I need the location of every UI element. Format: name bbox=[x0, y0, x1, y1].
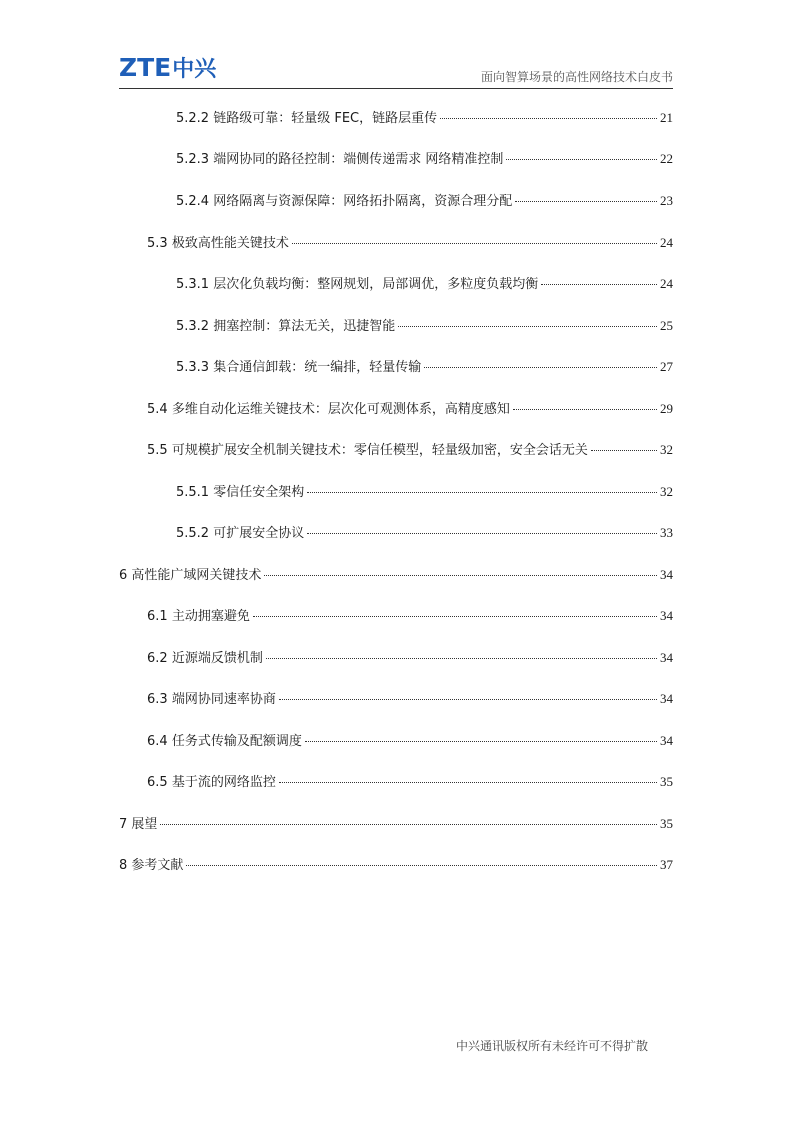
toc-entry-title: 主动拥塞避免 bbox=[171, 609, 250, 624]
toc-dot-leader bbox=[515, 201, 657, 202]
toc-entry-page: 27 bbox=[660, 359, 673, 374]
toc-entry-page: 22 bbox=[660, 151, 673, 166]
toc-entry-7[interactable] bbox=[119, 814, 673, 834]
toc-entry-6[interactable] bbox=[119, 565, 673, 585]
toc-entry-number: 5.3.3 bbox=[176, 360, 214, 375]
toc-entry-title: 基于流的网络监控 bbox=[171, 775, 276, 790]
toc-entry-number: 5.5 bbox=[147, 443, 172, 458]
toc-entry-title: 多维自动化运维关键技术：层次化可观测体系，高精度感知 bbox=[171, 402, 510, 417]
toc-entry-number: 5.5.2 bbox=[176, 526, 214, 541]
toc-entry-page: 32 bbox=[660, 484, 673, 499]
toc-entry-5-3-1[interactable] bbox=[176, 274, 673, 294]
toc-dot-leader bbox=[264, 575, 657, 576]
toc-entry-page: 33 bbox=[660, 525, 673, 540]
toc-entry-page: 23 bbox=[660, 193, 673, 208]
toc-entry-8[interactable] bbox=[119, 855, 673, 875]
toc-dot-leader bbox=[279, 699, 657, 700]
toc-entry-title: 展望 bbox=[131, 817, 158, 832]
toc-entry-page: 25 bbox=[660, 318, 673, 333]
toc-dot-leader bbox=[292, 243, 657, 244]
toc-entry-page: 37 bbox=[660, 857, 673, 872]
toc-entry-number: 5.2.3 bbox=[176, 152, 214, 167]
toc-entry-6-2[interactable] bbox=[147, 648, 673, 668]
toc-dot-leader bbox=[307, 492, 657, 493]
toc-entry-number: 7 bbox=[119, 817, 132, 832]
toc-dot-leader bbox=[591, 450, 657, 451]
toc-entry-title: 任务式传输及配额调度 bbox=[171, 734, 302, 749]
toc-entry-page: 24 bbox=[660, 235, 673, 250]
toc-entry-5-3-3[interactable] bbox=[176, 357, 673, 377]
toc-entry-number: 6.5 bbox=[147, 775, 172, 790]
toc-entry-page: 34 bbox=[660, 733, 673, 748]
toc-entry-title: 高性能广域网关键技术 bbox=[131, 568, 262, 583]
toc-dot-leader bbox=[440, 118, 657, 119]
toc-entry-page: 21 bbox=[660, 110, 673, 125]
toc-entry-page: 35 bbox=[660, 774, 673, 789]
toc-entry-title: 端网协同的路径控制：端侧传递需求 网络精准控制 bbox=[213, 152, 504, 167]
toc-entry-page: 34 bbox=[660, 691, 673, 706]
toc-entry-6-5[interactable] bbox=[147, 772, 673, 792]
toc-dot-leader bbox=[541, 284, 657, 285]
toc-dot-leader bbox=[398, 326, 657, 327]
toc-entry-title: 层次化负载均衡：整网规划，局部调优，多粒度负载均衡 bbox=[213, 277, 539, 292]
toc-entry-5-2-4[interactable] bbox=[176, 191, 673, 211]
toc-entry-number: 6 bbox=[119, 568, 132, 583]
toc-entry-number: 5.3.1 bbox=[176, 277, 214, 292]
toc-entry-5-5-2[interactable] bbox=[176, 523, 673, 543]
toc-entry-number: 8 bbox=[119, 858, 132, 873]
toc-entry-6-3[interactable] bbox=[147, 689, 673, 709]
toc-entry-title: 零信任安全架构 bbox=[213, 485, 305, 500]
toc-entry-5-4[interactable] bbox=[147, 399, 673, 419]
toc-entry-page: 35 bbox=[660, 816, 673, 831]
toc-entry-number: 6.1 bbox=[147, 609, 172, 624]
toc-dot-leader bbox=[506, 159, 657, 160]
toc-entry-5-2-2[interactable] bbox=[176, 108, 673, 128]
toc-entry-title: 拥塞控制：算法无关，迅捷智能 bbox=[213, 319, 396, 334]
toc-entry-5-3-2[interactable] bbox=[176, 316, 673, 336]
toc-dot-leader bbox=[279, 782, 657, 783]
toc-dot-leader bbox=[307, 533, 657, 534]
toc-entry-title: 集合通信卸载：统一编排，轻量传输 bbox=[213, 360, 422, 375]
toc-entry-page: 34 bbox=[660, 650, 673, 665]
toc-entry-page: 32 bbox=[660, 442, 673, 457]
toc-entry-title: 近源端反馈机制 bbox=[171, 651, 263, 666]
toc-entry-title: 可规模扩展安全机制关键技术：零信任模型，轻量级加密，安全会话无关 bbox=[171, 443, 588, 458]
toc-entry-title: 可扩展安全协议 bbox=[213, 526, 305, 541]
toc-dot-leader bbox=[424, 367, 657, 368]
toc-dot-leader bbox=[266, 658, 657, 659]
toc-entry-number: 5.3 bbox=[147, 236, 172, 251]
toc-entry-title: 极致高性能关键技术 bbox=[171, 236, 289, 251]
toc-entry-title: 端网协同速率协商 bbox=[171, 692, 276, 707]
toc-entry-5-5-1[interactable] bbox=[176, 482, 673, 502]
toc-entry-title: 链路级可靠：轻量级 FEC，链路层重传 bbox=[213, 111, 438, 126]
toc-entry-number: 5.3.2 bbox=[176, 319, 214, 334]
logo-cjk-text: 中兴 bbox=[172, 56, 217, 82]
toc-entry-number: 5.2.4 bbox=[176, 194, 214, 209]
toc-entry-page: 34 bbox=[660, 608, 673, 623]
document-title: 面向智算场景的高性网络技术白皮书 bbox=[480, 70, 673, 84]
toc-entry-page: 24 bbox=[660, 276, 673, 291]
toc-entry-number: 5.5.1 bbox=[176, 485, 214, 500]
toc-entry-title: 参考文献 bbox=[131, 858, 184, 873]
toc-entry-page: 29 bbox=[660, 401, 673, 416]
toc-dot-leader bbox=[186, 865, 657, 866]
toc-dot-leader bbox=[513, 409, 657, 410]
toc-entry-number: 6.2 bbox=[147, 651, 172, 666]
toc-entry-5-2-3[interactable] bbox=[176, 149, 673, 169]
logo-latin-text: ZTE bbox=[119, 52, 172, 82]
toc-entry-title: 网络隔离与资源保障：网络拓扑隔离，资源合理分配 bbox=[213, 194, 513, 209]
copyright-footer: 中兴通讯版权所有未经许可不得扩散 bbox=[456, 1039, 649, 1053]
toc-dot-leader bbox=[305, 741, 657, 742]
page-header bbox=[119, 52, 673, 89]
toc-dot-leader bbox=[160, 824, 657, 825]
toc-entry-number: 5.4 bbox=[147, 402, 172, 417]
toc-entry-page: 34 bbox=[660, 567, 673, 582]
toc-entry-5-3[interactable] bbox=[147, 233, 673, 253]
toc-entry-6-4[interactable] bbox=[147, 731, 673, 751]
toc-entry-6-1[interactable] bbox=[147, 606, 673, 626]
zte-logo bbox=[119, 52, 216, 82]
toc-dot-leader bbox=[253, 616, 657, 617]
toc-entry-5-5[interactable] bbox=[147, 440, 673, 460]
toc-entry-number: 5.2.2 bbox=[176, 111, 214, 126]
toc-entry-number: 6.4 bbox=[147, 734, 172, 749]
toc-entry-number: 6.3 bbox=[147, 692, 172, 707]
